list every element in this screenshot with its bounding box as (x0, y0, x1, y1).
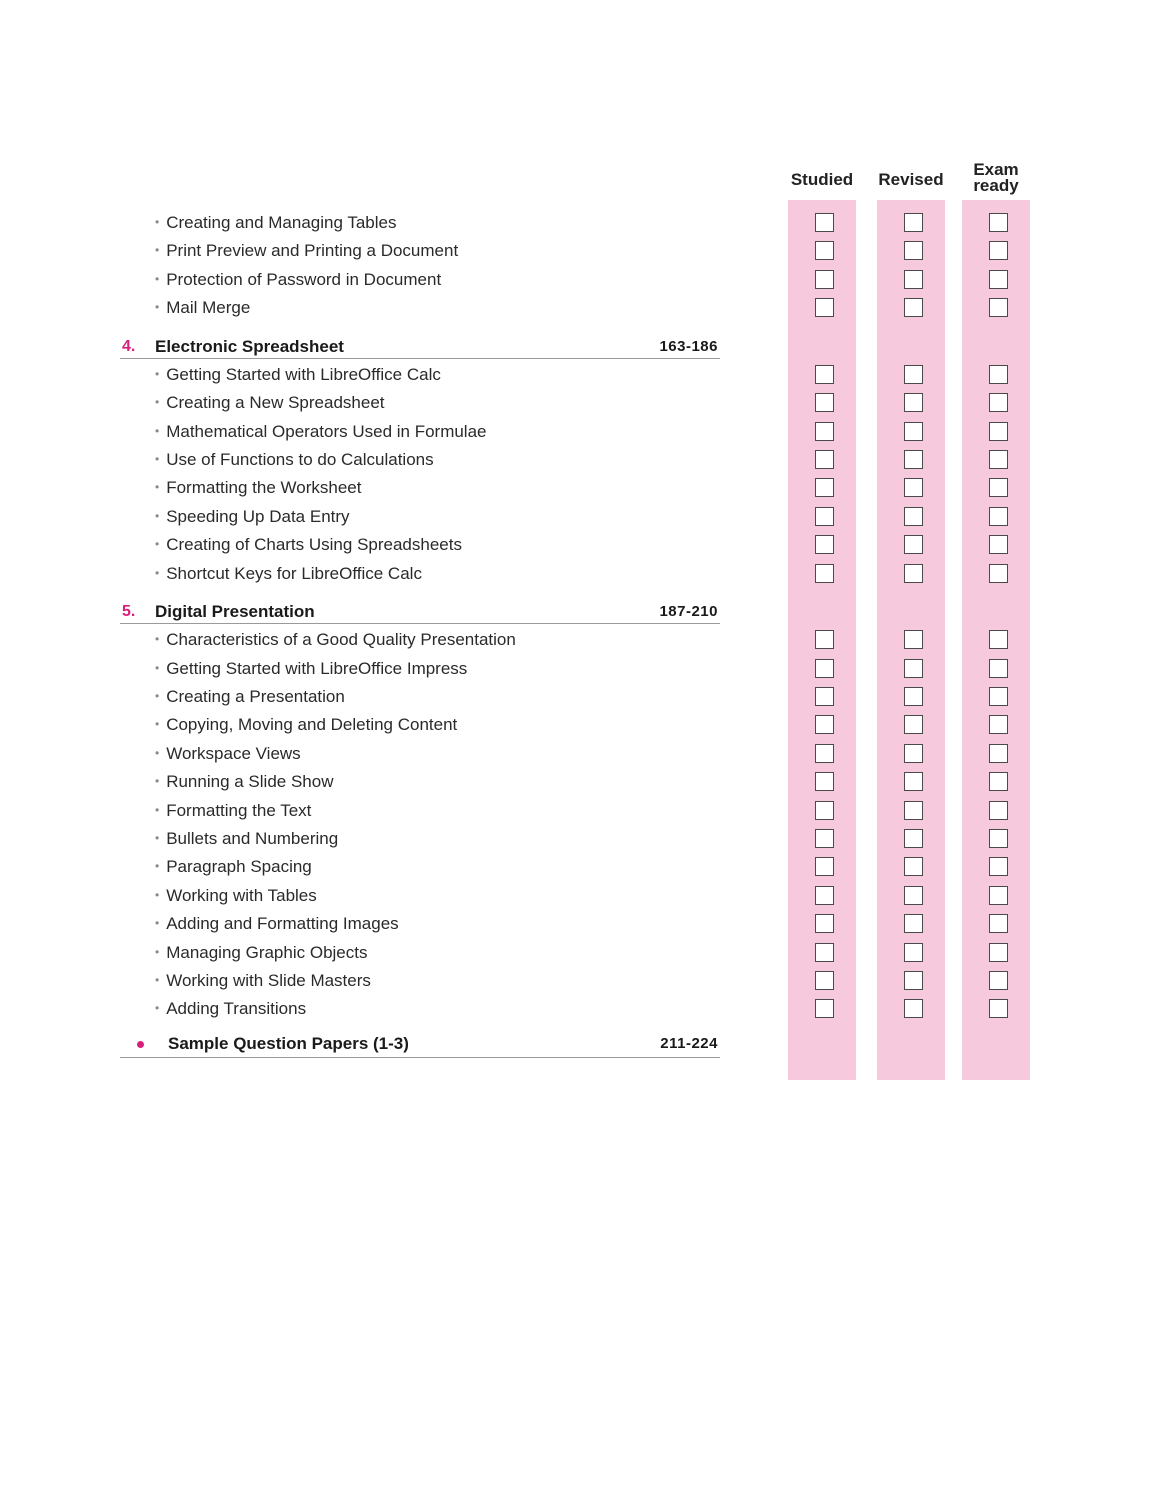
list-item (0, 531, 1174, 559)
bullet-dot-icon: • (155, 916, 160, 930)
revised-checkbox[interactable] (904, 270, 923, 289)
section-heading (0, 333, 1174, 361)
list-item (0, 882, 1174, 910)
bullet-dot-icon: • (155, 367, 160, 381)
sample-papers-pages: 211-224 (660, 1035, 718, 1052)
list-item (0, 418, 1174, 446)
studied-checkbox[interactable] (815, 715, 834, 734)
section-pages: 187-210 (659, 603, 718, 620)
exam-ready-checkbox[interactable] (989, 422, 1008, 441)
studied-checkbox[interactable] (815, 393, 834, 412)
bullet-dot-icon: • (155, 831, 160, 845)
list-item (0, 361, 1174, 389)
item-label: Use of Functions to do Calculations (166, 450, 434, 469)
studied-checkbox[interactable] (815, 659, 834, 678)
exam-ready-checkbox[interactable] (989, 393, 1008, 412)
bullet-dot-icon: • (155, 859, 160, 873)
studied-checkbox[interactable] (815, 630, 834, 649)
item-label: Print Preview and Printing a Document (166, 241, 459, 260)
item-label: Running a Slide Show (166, 772, 334, 791)
item-label: Working with Tables (166, 886, 317, 905)
item-label: Working with Slide Masters (166, 971, 371, 990)
studied-checkbox[interactable] (815, 478, 834, 497)
bullet-dot-icon: • (155, 1001, 160, 1015)
revised-checkbox[interactable] (904, 829, 923, 848)
list-item (0, 797, 1174, 825)
exam-ready-checkbox[interactable] (989, 801, 1008, 820)
item-label: Getting Started with LibreOffice Calc (166, 365, 441, 384)
list-item (0, 626, 1174, 654)
revised-checkbox[interactable] (904, 564, 923, 583)
studied-checkbox[interactable] (815, 564, 834, 583)
studied-checkbox[interactable] (815, 886, 834, 905)
exam-ready-checkbox[interactable] (989, 241, 1008, 260)
revised-checkbox[interactable] (904, 507, 923, 526)
bullet-dot-icon: • (155, 632, 160, 646)
studied-checkbox[interactable] (815, 801, 834, 820)
exam-ready-checkbox[interactable] (989, 715, 1008, 734)
list-item (0, 683, 1174, 711)
studied-checkbox[interactable] (815, 365, 834, 384)
studied-checkbox[interactable] (815, 999, 834, 1018)
bullet-dot-icon: • (155, 300, 160, 314)
exam-ready-checkbox[interactable] (989, 535, 1008, 554)
exam-ready-checkbox[interactable] (989, 564, 1008, 583)
list-item (0, 446, 1174, 474)
revised-checkbox[interactable] (904, 478, 923, 497)
revised-checkbox[interactable] (904, 744, 923, 763)
section-number: 4. (122, 338, 136, 355)
exam-ready-checkbox[interactable] (989, 478, 1008, 497)
studied-checkbox[interactable] (815, 687, 834, 706)
revised-checkbox[interactable] (904, 213, 923, 232)
revised-header: Revised (878, 170, 944, 189)
list-item (0, 209, 1174, 237)
list-item (0, 503, 1174, 531)
list-item (0, 711, 1174, 739)
revised-checkbox[interactable] (904, 298, 923, 317)
item-label: Bullets and Numbering (166, 829, 339, 848)
exam-ready-checkbox[interactable] (989, 943, 1008, 962)
revised-checkbox[interactable] (904, 393, 923, 412)
item-label: Creating a New Spreadsheet (166, 393, 385, 412)
revised-checkbox[interactable] (904, 659, 923, 678)
section-divider (120, 623, 720, 624)
exam-ready-checkbox[interactable] (989, 971, 1008, 990)
studied-checkbox[interactable] (815, 507, 834, 526)
revised-checkbox[interactable] (904, 886, 923, 905)
bullet-dot-icon: • (155, 537, 160, 551)
bullet-dot-icon: • (155, 973, 160, 987)
item-label: Speeding Up Data Entry (166, 507, 350, 526)
item-label: Protection of Password in Document (166, 270, 442, 289)
bullet-dot-icon: • (155, 424, 160, 438)
item-label: Creating a Presentation (166, 687, 345, 706)
list-item (0, 740, 1174, 768)
list-item (0, 294, 1174, 322)
revised-checkbox[interactable] (904, 535, 923, 554)
revised-checkbox[interactable] (904, 914, 923, 933)
pink-bullet-icon (137, 1041, 144, 1048)
studied-checkbox[interactable] (815, 535, 834, 554)
list-item (0, 967, 1174, 995)
item-label: Mathematical Operators Used in Formulae (166, 422, 487, 441)
studied-checkbox[interactable] (815, 971, 834, 990)
studied-checkbox[interactable] (815, 943, 834, 962)
bullet-dot-icon: • (155, 661, 160, 675)
exam-ready-header-line2: ready (973, 176, 1019, 195)
bullet-dot-icon: • (155, 452, 160, 466)
studied-checkbox[interactable] (815, 829, 834, 848)
bullet-dot-icon: • (155, 566, 160, 580)
item-label: Mail Merge (166, 298, 251, 317)
item-label: Creating of Charts Using Spreadsheets (166, 535, 462, 554)
exam-ready-header (951, 162, 1041, 194)
bullet-dot-icon: • (155, 215, 160, 229)
bullet-dot-icon: • (155, 746, 160, 760)
list-item (0, 655, 1174, 683)
exam-ready-checkbox[interactable] (989, 213, 1008, 232)
exam-ready-checkbox[interactable] (989, 630, 1008, 649)
studied-checkbox[interactable] (815, 744, 834, 763)
item-label: Managing Graphic Objects (166, 943, 368, 962)
revised-checkbox[interactable] (904, 715, 923, 734)
list-item (0, 910, 1174, 938)
exam-ready-checkbox[interactable] (989, 744, 1008, 763)
list-item (0, 825, 1174, 853)
exam-ready-checkbox[interactable] (989, 886, 1008, 905)
list-item (0, 474, 1174, 502)
bullet-dot-icon: • (155, 509, 160, 523)
exam-ready-checkbox[interactable] (989, 298, 1008, 317)
exam-ready-checkbox[interactable] (989, 270, 1008, 289)
section-title: Electronic Spreadsheet (155, 337, 344, 356)
exam-ready-header-line1: Exam (973, 160, 1019, 179)
exam-ready-checkbox[interactable] (989, 450, 1008, 469)
list-item (0, 389, 1174, 417)
revised-checkbox[interactable] (904, 630, 923, 649)
bullet-dot-icon: • (155, 774, 160, 788)
sample-papers-heading (0, 1030, 1174, 1058)
studied-header: Studied (790, 170, 854, 189)
revised-checkbox[interactable] (904, 241, 923, 260)
bullet-dot-icon: • (155, 272, 160, 286)
revised-checkbox[interactable] (904, 365, 923, 384)
item-label: Creating and Managing Tables (166, 213, 397, 232)
item-label: Characteristics of a Good Quality Presentation (166, 630, 516, 649)
bullet-dot-icon: • (155, 803, 160, 817)
section-pages: 163-186 (659, 338, 718, 355)
section-heading (0, 598, 1174, 626)
item-label: Paragraph Spacing (166, 857, 312, 876)
list-item (0, 237, 1174, 265)
list-item (0, 768, 1174, 796)
section-divider (120, 358, 720, 359)
bullet-dot-icon: • (155, 945, 160, 959)
list-item (0, 266, 1174, 294)
item-label: Copying, Moving and Deleting Content (166, 715, 458, 734)
studied-checkbox[interactable] (815, 241, 834, 260)
studied-checkbox[interactable] (815, 857, 834, 876)
studied-checkbox[interactable] (815, 270, 834, 289)
section-divider (120, 1057, 720, 1058)
revised-checkbox[interactable] (904, 772, 923, 791)
item-label: Getting Started with LibreOffice Impress (166, 659, 468, 678)
item-label: Shortcut Keys for LibreOffice Calc (166, 564, 422, 583)
bullet-dot-icon: • (155, 395, 160, 409)
studied-checkbox[interactable] (815, 914, 834, 933)
exam-ready-checkbox[interactable] (989, 365, 1008, 384)
bullet-dot-icon: • (155, 480, 160, 494)
studied-checkbox[interactable] (815, 213, 834, 232)
exam-ready-checkbox[interactable] (989, 687, 1008, 706)
revised-checkbox[interactable] (904, 999, 923, 1018)
exam-ready-checkbox[interactable] (989, 507, 1008, 526)
studied-checkbox[interactable] (815, 298, 834, 317)
studied-checkbox[interactable] (815, 450, 834, 469)
list-item (0, 560, 1174, 588)
exam-ready-checkbox[interactable] (989, 857, 1008, 876)
revised-checkbox[interactable] (904, 422, 923, 441)
revised-checkbox[interactable] (904, 687, 923, 706)
item-label: Adding and Formatting Images (166, 914, 399, 933)
item-label: Adding Transitions (166, 999, 307, 1018)
section-number: 5. (122, 603, 136, 620)
revised-checkbox[interactable] (904, 801, 923, 820)
studied-checkbox[interactable] (815, 772, 834, 791)
exam-ready-checkbox[interactable] (989, 659, 1008, 678)
revised-checkbox[interactable] (904, 971, 923, 990)
bullet-dot-icon: • (155, 717, 160, 731)
list-item (0, 853, 1174, 881)
revised-checkbox[interactable] (904, 450, 923, 469)
item-label: Formatting the Text (166, 801, 312, 820)
item-label: Formatting the Worksheet (166, 478, 362, 497)
exam-ready-checkbox[interactable] (989, 829, 1008, 848)
revised-checkbox[interactable] (904, 943, 923, 962)
list-item (0, 995, 1174, 1023)
bullet-dot-icon: • (155, 243, 160, 257)
section-title: Digital Presentation (155, 602, 315, 621)
revised-checkbox[interactable] (904, 857, 923, 876)
list-item (0, 939, 1174, 967)
exam-ready-checkbox[interactable] (989, 999, 1008, 1018)
studied-checkbox[interactable] (815, 422, 834, 441)
bullet-dot-icon: • (155, 689, 160, 703)
exam-ready-checkbox[interactable] (989, 914, 1008, 933)
bullet-dot-icon: • (155, 888, 160, 902)
sample-papers-title: Sample Question Papers (1-3) (168, 1034, 409, 1053)
exam-ready-checkbox[interactable] (989, 772, 1008, 791)
item-label: Workspace Views (166, 744, 301, 763)
